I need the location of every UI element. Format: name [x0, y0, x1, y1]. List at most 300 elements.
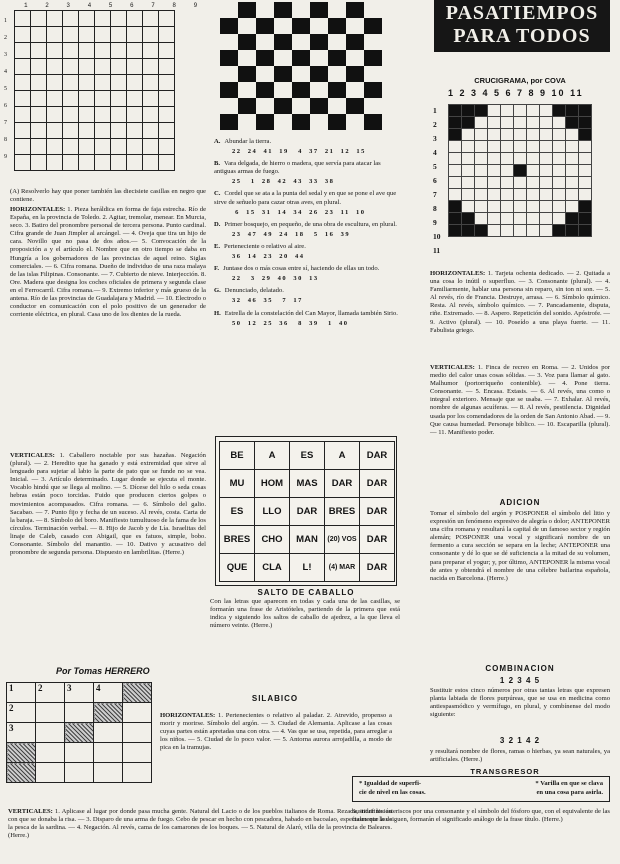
crossword1-cell[interactable] [127, 11, 143, 27]
crucigrama-cell[interactable] [462, 177, 475, 189]
knight-cell[interactable]: BRES [220, 526, 255, 554]
checker-cell [346, 18, 364, 34]
crucigrama-cell[interactable] [449, 129, 462, 141]
crossword1-cell[interactable] [95, 75, 111, 91]
crucigrama-cell[interactable] [475, 165, 488, 177]
crossword1-cell[interactable] [63, 139, 79, 155]
crucigrama-cell[interactable] [501, 201, 514, 213]
crossword2-grid[interactable] [6, 682, 152, 783]
crossword1-cell[interactable] [15, 123, 31, 139]
crucigrama-cell[interactable] [553, 177, 566, 189]
crucigrama-cell[interactable] [553, 117, 566, 129]
crucigrama-cell[interactable] [579, 129, 592, 141]
crossword1-cell[interactable] [95, 139, 111, 155]
checker-cell [220, 82, 238, 98]
crucigrama-cell[interactable] [579, 177, 592, 189]
crucigrama-cell[interactable] [553, 225, 566, 237]
crucigrama-cell[interactable] [449, 117, 462, 129]
crossword1-cell[interactable] [143, 91, 159, 107]
crossword1-cell[interactable] [127, 139, 143, 155]
knight-cell[interactable]: ES [290, 442, 325, 470]
crossword1-cell[interactable] [31, 107, 47, 123]
crucigrama-cell[interactable] [553, 153, 566, 165]
crucigrama-cell[interactable] [579, 141, 592, 153]
crucigrama-cell[interactable] [501, 153, 514, 165]
crucigrama-cell[interactable] [566, 177, 579, 189]
crossword2-cell[interactable] [36, 703, 65, 723]
crossword1-cell[interactable] [63, 123, 79, 139]
crucigrama-cell[interactable] [462, 129, 475, 141]
crossword1-cell[interactable] [79, 27, 95, 43]
crucigrama-cell[interactable] [501, 105, 514, 117]
crucigrama-cell[interactable] [462, 225, 475, 237]
crucigrama-cell[interactable] [579, 225, 592, 237]
crucigrama-cell[interactable] [579, 105, 592, 117]
crossword2-cell[interactable]: 1 [7, 683, 36, 703]
crucigrama-cell[interactable] [540, 177, 553, 189]
crucigrama-cell[interactable] [501, 189, 514, 201]
crossword1-cell[interactable] [111, 75, 127, 91]
crucigrama-cell[interactable] [579, 201, 592, 213]
crossword1-cell[interactable] [111, 43, 127, 59]
crossword1-cell[interactable] [63, 155, 79, 171]
knight-cell[interactable]: DAR [360, 442, 395, 470]
crucigrama-cell[interactable] [579, 189, 592, 201]
crossword1-cell[interactable] [79, 91, 95, 107]
crucigrama-cell[interactable] [462, 201, 475, 213]
checker-clue [214, 160, 398, 176]
crucigrama-cell[interactable] [488, 201, 501, 213]
crossword1-cell[interactable] [31, 139, 47, 155]
crucigrama-cell[interactable] [553, 141, 566, 153]
crossword1-cell[interactable] [63, 11, 79, 27]
checker-cell [310, 2, 328, 18]
crucigrama-cell[interactable] [501, 141, 514, 153]
crossword1-cell[interactable] [31, 123, 47, 139]
crossword2-cell[interactable] [36, 743, 65, 763]
knight-cell[interactable]: BE [220, 442, 255, 470]
crucigrama-cell[interactable] [566, 201, 579, 213]
crossword1-cell[interactable] [127, 43, 143, 59]
crossword1-cell[interactable] [47, 59, 63, 75]
crucigrama-cell[interactable] [449, 177, 462, 189]
crossword1-cell[interactable] [79, 139, 95, 155]
crossword1-row-number: 5 [4, 86, 7, 92]
crossword1-cell[interactable] [15, 27, 31, 43]
knight-cell[interactable]: DAR [325, 470, 360, 498]
crossword2-cell[interactable] [65, 703, 94, 723]
crucigrama-cell[interactable] [488, 129, 501, 141]
crucigrama-cell[interactable] [462, 117, 475, 129]
crucigrama-cell[interactable] [553, 201, 566, 213]
crossword1-cell[interactable] [95, 43, 111, 59]
crossword2-cell[interactable] [65, 743, 94, 763]
crossword1-cell[interactable] [15, 75, 31, 91]
crossword1-cell[interactable] [127, 59, 143, 75]
crossword1-cell[interactable] [143, 11, 159, 27]
crucigrama-cell[interactable] [475, 105, 488, 117]
crucigrama-cell[interactable] [475, 129, 488, 141]
crucigrama-cell[interactable] [540, 201, 553, 213]
checker-cell [238, 18, 256, 34]
crossword1-cell[interactable] [159, 91, 175, 107]
crucigrama-cell[interactable] [553, 129, 566, 141]
crucigrama-cell[interactable] [566, 105, 579, 117]
crucigrama-cell[interactable] [527, 117, 540, 129]
crucigrama-cell[interactable] [514, 225, 527, 237]
crucigrama-cell[interactable] [540, 141, 553, 153]
crucigrama-cell[interactable] [488, 153, 501, 165]
crucigrama-cell[interactable] [449, 105, 462, 117]
crucigrama-cell[interactable] [566, 117, 579, 129]
crossword1-cell[interactable] [159, 43, 175, 59]
crucigrama-cell[interactable] [449, 201, 462, 213]
crossword1-cell[interactable] [159, 107, 175, 123]
crossword1-cell[interactable] [159, 123, 175, 139]
crucigrama-cell[interactable] [462, 105, 475, 117]
knight-cell[interactable]: CLA [255, 554, 290, 582]
crucigrama-cell[interactable] [488, 213, 501, 225]
crucigrama-cell[interactable] [462, 153, 475, 165]
knight-cell[interactable]: DAR [360, 498, 395, 526]
knight-cell[interactable]: CHO [255, 526, 290, 554]
crossword1-cell[interactable] [143, 139, 159, 155]
crossword1-cell[interactable] [15, 107, 31, 123]
crossword2-cell[interactable] [94, 723, 123, 743]
crossword1-cell[interactable] [63, 27, 79, 43]
knight-cell[interactable]: QUE [220, 554, 255, 582]
crucigrama-cell[interactable] [527, 105, 540, 117]
crucigrama-cell[interactable] [566, 129, 579, 141]
crucigrama-cell[interactable] [527, 153, 540, 165]
crossword1-cell[interactable] [47, 27, 63, 43]
crucigrama-cell[interactable] [488, 141, 501, 153]
crossword1-cell[interactable] [63, 107, 79, 123]
knight-cell[interactable]: (20) VOS [325, 526, 360, 554]
crossword1-cell[interactable] [79, 75, 95, 91]
crossword1-cell[interactable] [31, 43, 47, 59]
crucigrama-cell[interactable] [540, 153, 553, 165]
checker-cell [346, 50, 364, 66]
crossword2-cell[interactable] [36, 723, 65, 743]
crucigrama-cell[interactable] [566, 165, 579, 177]
crossword1-cell[interactable] [47, 107, 63, 123]
checker-cell [310, 82, 328, 98]
crucigrama-cell[interactable] [488, 189, 501, 201]
crossword1-cell[interactable] [159, 75, 175, 91]
knight-cell[interactable]: MAS [290, 470, 325, 498]
knight-cell[interactable]: DAR [360, 554, 395, 582]
crucigrama-cell[interactable] [579, 213, 592, 225]
crossword1-cell[interactable] [95, 107, 111, 123]
crossword1-cell[interactable] [127, 155, 143, 171]
checker-clue-text: Estrella de la constelación del Can Mayor, llamada también Sirio. [224, 309, 398, 317]
crossword1-cell[interactable] [79, 123, 95, 139]
crossword1-cell[interactable] [127, 27, 143, 43]
crucigrama-cell[interactable] [553, 189, 566, 201]
crossword1-cell[interactable] [127, 91, 143, 107]
knight-cell[interactable]: MAN [290, 526, 325, 554]
crucigrama-cell[interactable] [527, 129, 540, 141]
crossword1-cell[interactable] [95, 27, 111, 43]
crossword1-cell[interactable] [31, 75, 47, 91]
crossword2-cell[interactable] [123, 723, 152, 743]
crucigrama-cell[interactable] [475, 201, 488, 213]
crucigrama-cell[interactable] [579, 153, 592, 165]
crossword2-cell[interactable] [94, 703, 123, 723]
crucigrama-cell[interactable] [488, 165, 501, 177]
transgresor-phrase1: * Igualdad de superfi- [359, 780, 422, 787]
crucigrama-cell[interactable] [449, 153, 462, 165]
crossword2-cell[interactable] [123, 683, 152, 703]
crossword1-cell[interactable] [143, 43, 159, 59]
crucigrama-cell[interactable] [449, 213, 462, 225]
crucigrama-row-numbers [433, 104, 445, 258]
crossword1-cell[interactable] [111, 155, 127, 171]
crucigrama-cell[interactable] [449, 165, 462, 177]
crossword1-cell[interactable] [127, 123, 143, 139]
crossword1-cell[interactable] [31, 155, 47, 171]
crossword1-cell[interactable] [143, 107, 159, 123]
crossword2-title: SILABICO [251, 694, 299, 703]
crossword2-cell[interactable]: 2 [36, 683, 65, 703]
crucigrama-cell[interactable] [540, 189, 553, 201]
crossword1-cell[interactable] [111, 91, 127, 107]
crucigrama-cell[interactable] [514, 117, 527, 129]
transgresor-title: TRANSGRESOR [470, 767, 540, 776]
crossword2-cell[interactable] [123, 703, 152, 723]
crossword1-cell[interactable] [127, 107, 143, 123]
crossword2-cell[interactable] [36, 763, 65, 783]
crucigrama-cell[interactable] [462, 213, 475, 225]
crucigrama-cell[interactable] [527, 201, 540, 213]
crucigrama-cell[interactable] [527, 189, 540, 201]
crucigrama-cell[interactable] [462, 141, 475, 153]
crucigrama-cell[interactable] [540, 117, 553, 129]
crucigrama-cell[interactable] [475, 153, 488, 165]
crucigrama-cell[interactable] [488, 105, 501, 117]
crossword2-cell[interactable]: 3 [7, 723, 36, 743]
crucigrama-row-number: 10 [433, 232, 441, 241]
checker-cell [292, 66, 310, 82]
crucigrama-cell[interactable] [514, 129, 527, 141]
crucigrama-cell[interactable] [501, 129, 514, 141]
crucigrama-cell[interactable] [566, 141, 579, 153]
crucigrama-cell[interactable] [514, 177, 527, 189]
crossword1-cell[interactable] [47, 91, 63, 107]
crossword1-cell[interactable] [111, 107, 127, 123]
crossword1-cell[interactable] [143, 75, 159, 91]
crossword1-cell[interactable] [143, 59, 159, 75]
crossword1-cell[interactable] [47, 11, 63, 27]
crucigrama-cell[interactable] [501, 225, 514, 237]
crossword1-cell[interactable] [95, 11, 111, 27]
crossword1-cell[interactable] [95, 59, 111, 75]
crossword1-cell[interactable] [159, 27, 175, 43]
crossword1-cell[interactable] [15, 43, 31, 59]
crucigrama-cell[interactable] [449, 189, 462, 201]
crossword1-cell[interactable] [47, 43, 63, 59]
crossword2-cell[interactable] [123, 743, 152, 763]
crucigrama-cell[interactable] [475, 225, 488, 237]
knight-cell[interactable]: ES [220, 498, 255, 526]
crossword1-cell[interactable] [15, 155, 31, 171]
crucigrama-cell[interactable] [475, 213, 488, 225]
crossword2-cell[interactable]: 2 [7, 703, 36, 723]
crossword1-cell[interactable] [79, 155, 95, 171]
crucigrama-cell[interactable] [540, 129, 553, 141]
crucigrama-cell[interactable] [540, 213, 553, 225]
crossword2-cell[interactable]: 3 [65, 683, 94, 703]
crucigrama-cell[interactable] [475, 177, 488, 189]
crucigrama-cell[interactable] [514, 201, 527, 213]
knight-cell[interactable]: A [325, 442, 360, 470]
crucigrama-cell[interactable] [514, 165, 527, 177]
crossword1-cell[interactable] [111, 11, 127, 27]
crossword1-cell[interactable] [31, 27, 47, 43]
knight-cell[interactable]: DAR [360, 526, 395, 554]
checker-cell [328, 114, 346, 130]
knight-cell[interactable]: HOM [255, 470, 290, 498]
crossword1-cell[interactable] [159, 139, 175, 155]
crucigrama-cell[interactable] [553, 105, 566, 117]
crossword1-row [15, 27, 175, 43]
crossword1-cell[interactable] [31, 11, 47, 27]
checker-cell [274, 66, 292, 82]
crossword1-cell[interactable] [143, 155, 159, 171]
crucigrama-cell[interactable] [514, 141, 527, 153]
crucigrama-cell[interactable] [540, 105, 553, 117]
knight-grid[interactable] [219, 441, 395, 582]
crucigrama-cell[interactable] [449, 225, 462, 237]
crossword1-cell[interactable] [111, 139, 127, 155]
crucigrama-cell[interactable] [514, 105, 527, 117]
crucigrama-cell[interactable] [566, 153, 579, 165]
crossword1-cell[interactable] [47, 75, 63, 91]
crossword2-cell[interactable] [7, 743, 36, 763]
crossword1-cell[interactable] [159, 155, 175, 171]
crucigrama-cell[interactable] [501, 165, 514, 177]
crossword1-cell[interactable] [79, 11, 95, 27]
masthead-line2: PARA TODOS [453, 25, 591, 47]
crossword1-cell[interactable] [111, 123, 127, 139]
knight-cell[interactable]: L! [290, 554, 325, 582]
crossword2-cell[interactable] [123, 763, 152, 783]
crossword1-grid[interactable] [14, 10, 175, 171]
knight-cell[interactable]: A [255, 442, 290, 470]
knight-cell[interactable]: BRES [325, 498, 360, 526]
crossword1-cell[interactable] [63, 59, 79, 75]
crucigrama-cell[interactable] [488, 225, 501, 237]
crucigrama-cell[interactable] [566, 225, 579, 237]
checker-clue-letter: E. [214, 242, 221, 250]
crucigrama-cell[interactable] [475, 141, 488, 153]
crucigrama-cell[interactable] [540, 225, 553, 237]
crossword1-cell[interactable] [111, 27, 127, 43]
crossword1-cell[interactable] [15, 91, 31, 107]
crucigrama-cell[interactable] [501, 177, 514, 189]
crossword1-cell[interactable] [15, 11, 31, 27]
crucigrama-cell[interactable] [527, 141, 540, 153]
knight-cell[interactable]: DAR [360, 470, 395, 498]
knight-cell[interactable]: LLO [255, 498, 290, 526]
crucigrama-cell[interactable] [449, 141, 462, 153]
crucigrama-cell[interactable] [488, 117, 501, 129]
checker-grid [220, 2, 382, 130]
knight-cell[interactable]: MU [220, 470, 255, 498]
crucigrama-cell[interactable] [462, 189, 475, 201]
crossword1-cell[interactable] [143, 27, 159, 43]
crossword2-cell[interactable] [94, 763, 123, 783]
crucigrama-cell[interactable] [553, 213, 566, 225]
crucigrama-cell[interactable] [514, 189, 527, 201]
crossword1-cell[interactable] [159, 11, 175, 27]
crucigrama-cell[interactable] [553, 165, 566, 177]
crucigrama-grid[interactable] [448, 104, 592, 237]
crossword1-cell[interactable] [63, 43, 79, 59]
knight-cell[interactable]: (4) MAR [325, 554, 360, 582]
crucigrama-cell[interactable] [501, 213, 514, 225]
crossword1-cell[interactable] [95, 155, 111, 171]
crossword1-cell[interactable] [31, 59, 47, 75]
crossword1-cell[interactable] [47, 123, 63, 139]
crossword1-cell[interactable] [15, 59, 31, 75]
crucigrama-cell[interactable] [566, 189, 579, 201]
crossword1-cell[interactable] [31, 91, 47, 107]
crossword2-cell[interactable] [7, 763, 36, 783]
crossword1-row [15, 155, 175, 171]
crucigrama-cell[interactable] [514, 153, 527, 165]
crucigrama-cell[interactable] [540, 165, 553, 177]
crucigrama-cell[interactable] [488, 177, 501, 189]
crucigrama-cell[interactable] [527, 213, 540, 225]
crossword1-cell[interactable] [47, 139, 63, 155]
crucigrama-cell[interactable] [527, 177, 540, 189]
crucigrama-cell[interactable] [527, 225, 540, 237]
crossword2-cell[interactable] [94, 743, 123, 763]
crossword1-cell[interactable] [127, 75, 143, 91]
crossword1-row [15, 123, 175, 139]
crossword2-cell[interactable] [65, 723, 94, 743]
crossword2-cell[interactable]: 4 [94, 683, 123, 703]
crucigrama-cell[interactable] [475, 117, 488, 129]
crucigrama-cell[interactable] [527, 165, 540, 177]
crossword1-cell[interactable] [95, 91, 111, 107]
crucigrama-cell[interactable] [579, 117, 592, 129]
crossword1-cell[interactable] [79, 107, 95, 123]
crossword2-cell[interactable] [65, 763, 94, 783]
adicion-title: ADICION [499, 498, 541, 507]
crossword1-cell[interactable] [79, 43, 95, 59]
crossword1-cell[interactable] [47, 155, 63, 171]
crucigrama-cell[interactable] [462, 165, 475, 177]
crucigrama-cell[interactable] [579, 165, 592, 177]
crossword1-cell[interactable] [143, 123, 159, 139]
crossword1-cell[interactable] [159, 59, 175, 75]
crucigrama-cell[interactable] [566, 213, 579, 225]
crucigrama-cell[interactable] [501, 117, 514, 129]
crossword1-cell[interactable] [63, 91, 79, 107]
crossword1-cell[interactable] [63, 75, 79, 91]
crossword1-cell[interactable] [15, 139, 31, 155]
checker-cell [274, 98, 292, 114]
crucigrama-cell[interactable] [475, 189, 488, 201]
crucigrama-cell[interactable] [514, 213, 527, 225]
crossword1-cell[interactable] [95, 123, 111, 139]
crossword1-cell[interactable] [111, 59, 127, 75]
crossword1-cell[interactable] [79, 59, 95, 75]
knight-cell[interactable]: DAR [290, 498, 325, 526]
